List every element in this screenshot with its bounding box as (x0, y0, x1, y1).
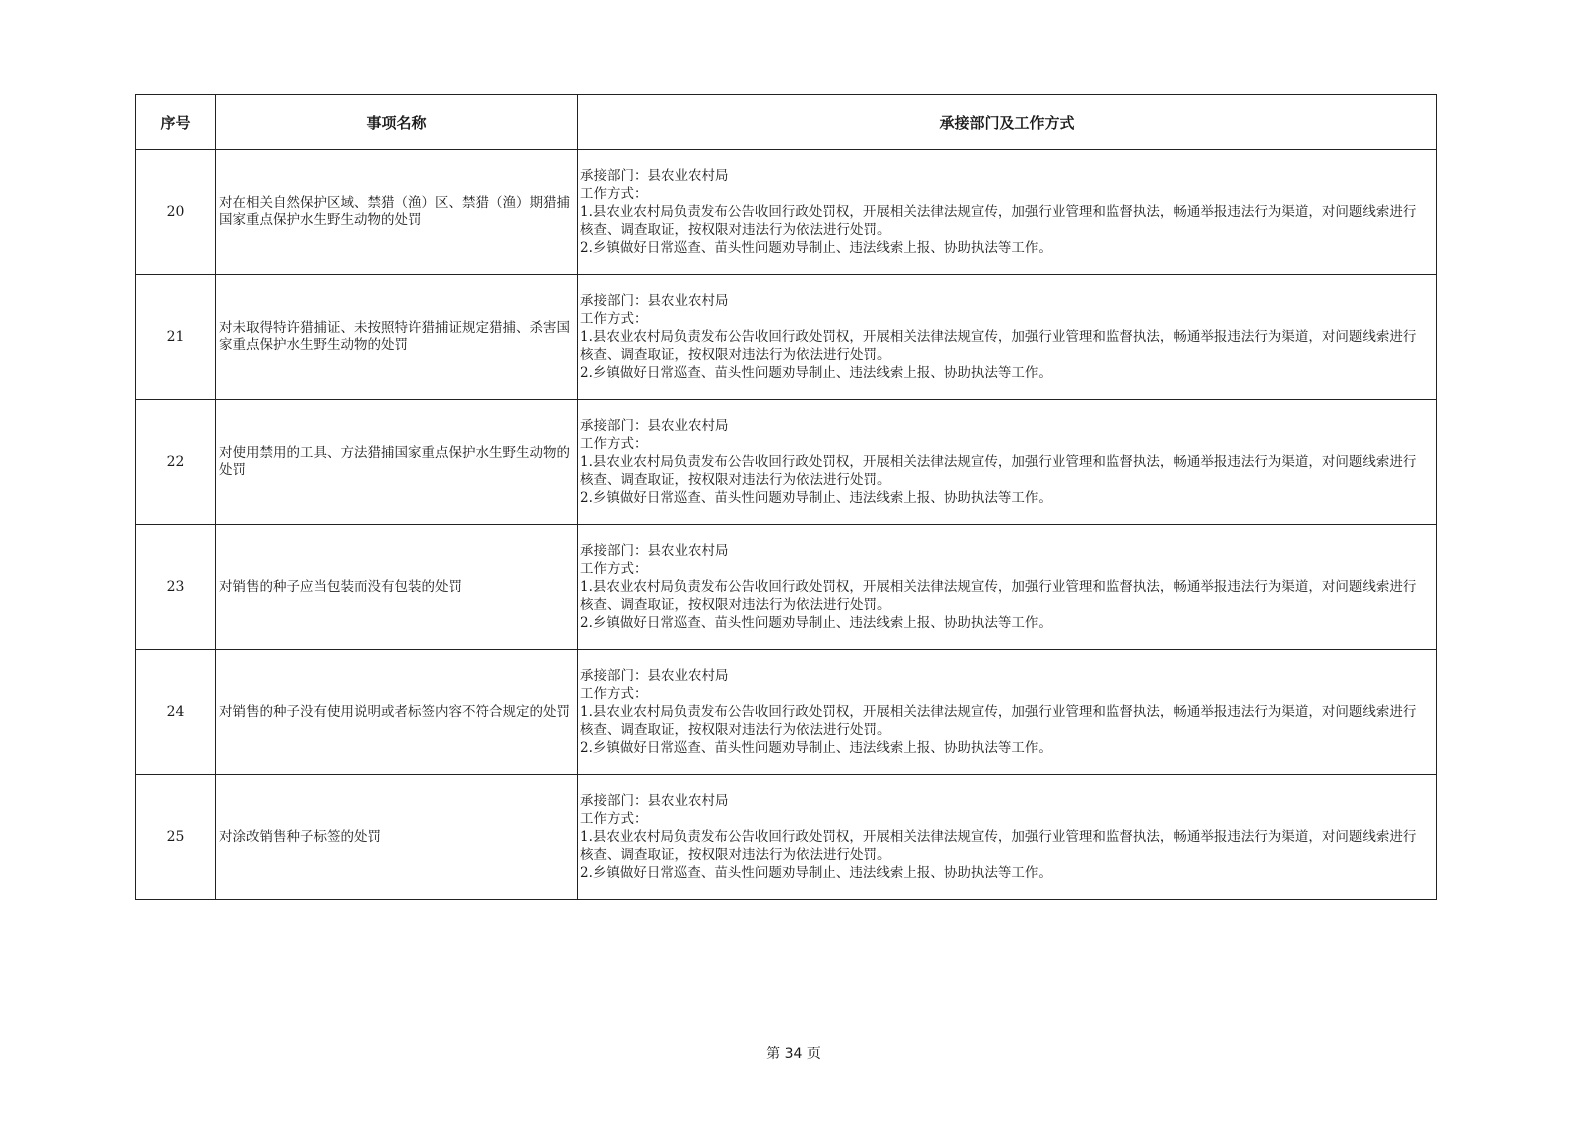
table-row (136, 525, 1437, 650)
row-item-name: 对销售的种子应当包装而没有包装的处罚 (216, 525, 578, 650)
method-item-2: 2.乡镇做好日常巡查、苗头性问题劝导制止、违法线索上报、协助执法等工作。 (580, 865, 1052, 881)
department-line: 承接部门：县农业农村局 (580, 293, 729, 309)
row-number: 24 (136, 650, 216, 775)
row-item-name: 对销售的种子没有使用说明或者标签内容不符合规定的处罚 (216, 650, 578, 775)
method-label: 工作方式： (580, 436, 648, 452)
row-department-method (578, 400, 1437, 525)
method-label: 工作方式： (580, 811, 648, 827)
method-item-2: 2.乡镇做好日常巡查、苗头性问题劝导制止、违法线索上报、协助执法等工作。 (580, 740, 1052, 756)
department-line: 承接部门：县农业农村局 (580, 168, 729, 184)
method-item-2: 2.乡镇做好日常巡查、苗头性问题劝导制止、违法线索上报、协助执法等工作。 (580, 365, 1052, 381)
page-number: 第 34 页 (766, 1046, 821, 1062)
method-item-1: 1.县农业农村局负责发布公告收回行政处罚权，开展相关法律法规宣传，加强行业管理和监督执法，畅通举报违法行为渠道，对问题线索进行核查、调查取证，按权限对违法行为依法进行处罚。 (580, 579, 1417, 613)
department-line: 承接部门：县农业农村局 (580, 793, 729, 809)
method-item-1: 1.县农业农村局负责发布公告收回行政处罚权，开展相关法律法规宣传，加强行业管理和监督执法，畅通举报违法行为渠道，对问题线索进行核查、调查取证，按权限对违法行为依法进行处罚。 (580, 454, 1417, 488)
row-item-name: 对使用禁用的工具、方法猎捕国家重点保护水生野生动物的处罚 (216, 400, 578, 525)
table-row (136, 150, 1437, 275)
row-number: 23 (136, 525, 216, 650)
row-number: 21 (136, 275, 216, 400)
row-department-method (578, 775, 1437, 900)
method-label: 工作方式： (580, 311, 648, 327)
items-table (135, 94, 1437, 900)
row-item-name: 对未取得特许猎捕证、未按照特许猎捕证规定猎捕、杀害国家重点保护水生野生动物的处罚 (216, 275, 578, 400)
department-line: 承接部门：县农业农村局 (580, 543, 729, 559)
row-item-name: 对涂改销售种子标签的处罚 (216, 775, 578, 900)
table-row (136, 775, 1437, 900)
method-item-1: 1.县农业农村局负责发布公告收回行政处罚权，开展相关法律法规宣传，加强行业管理和监督执法，畅通举报违法行为渠道，对问题线索进行核查、调查取证，按权限对违法行为依法进行处罚。 (580, 704, 1417, 738)
method-label: 工作方式： (580, 686, 648, 702)
row-item-name: 对在相关自然保护区域、禁猎（渔）区、禁猎（渔）期猎捕国家重点保护水生野生动物的处罚 (216, 150, 578, 275)
table-row (136, 650, 1437, 775)
department-line: 承接部门：县农业农村局 (580, 668, 729, 684)
header-item-name: 事项名称 (216, 95, 578, 150)
method-item-2: 2.乡镇做好日常巡查、苗头性问题劝导制止、违法线索上报、协助执法等工作。 (580, 240, 1052, 256)
method-label: 工作方式： (580, 561, 648, 577)
row-department-method (578, 525, 1437, 650)
table-row (136, 400, 1437, 525)
row-number: 20 (136, 150, 216, 275)
method-label: 工作方式： (580, 186, 648, 202)
method-item-2: 2.乡镇做好日常巡查、苗头性问题劝导制止、违法线索上报、协助执法等工作。 (580, 615, 1052, 631)
department-line: 承接部门：县农业农村局 (580, 418, 729, 434)
header-serial-number: 序号 (136, 95, 216, 150)
method-item-2: 2.乡镇做好日常巡查、苗头性问题劝导制止、违法线索上报、协助执法等工作。 (580, 490, 1052, 506)
row-number: 22 (136, 400, 216, 525)
row-department-method (578, 275, 1437, 400)
method-item-1: 1.县农业农村局负责发布公告收回行政处罚权，开展相关法律法规宣传，加强行业管理和监督执法，畅通举报违法行为渠道，对问题线索进行核查、调查取证，按权限对违法行为依法进行处罚。 (580, 204, 1417, 238)
row-department-method (578, 150, 1437, 275)
method-item-1: 1.县农业农村局负责发布公告收回行政处罚权，开展相关法律法规宣传，加强行业管理和监督执法，畅通举报违法行为渠道，对问题线索进行核查、调查取证，按权限对违法行为依法进行处罚。 (580, 329, 1417, 363)
method-item-1: 1.县农业农村局负责发布公告收回行政处罚权，开展相关法律法规宣传，加强行业管理和监督执法，畅通举报违法行为渠道，对问题线索进行核查、调查取证，按权限对违法行为依法进行处罚。 (580, 829, 1417, 863)
table-row (136, 275, 1437, 400)
row-department-method (578, 650, 1437, 775)
row-number: 25 (136, 775, 216, 900)
table-header-row (136, 95, 1437, 150)
header-department-method: 承接部门及工作方式 (578, 95, 1437, 150)
